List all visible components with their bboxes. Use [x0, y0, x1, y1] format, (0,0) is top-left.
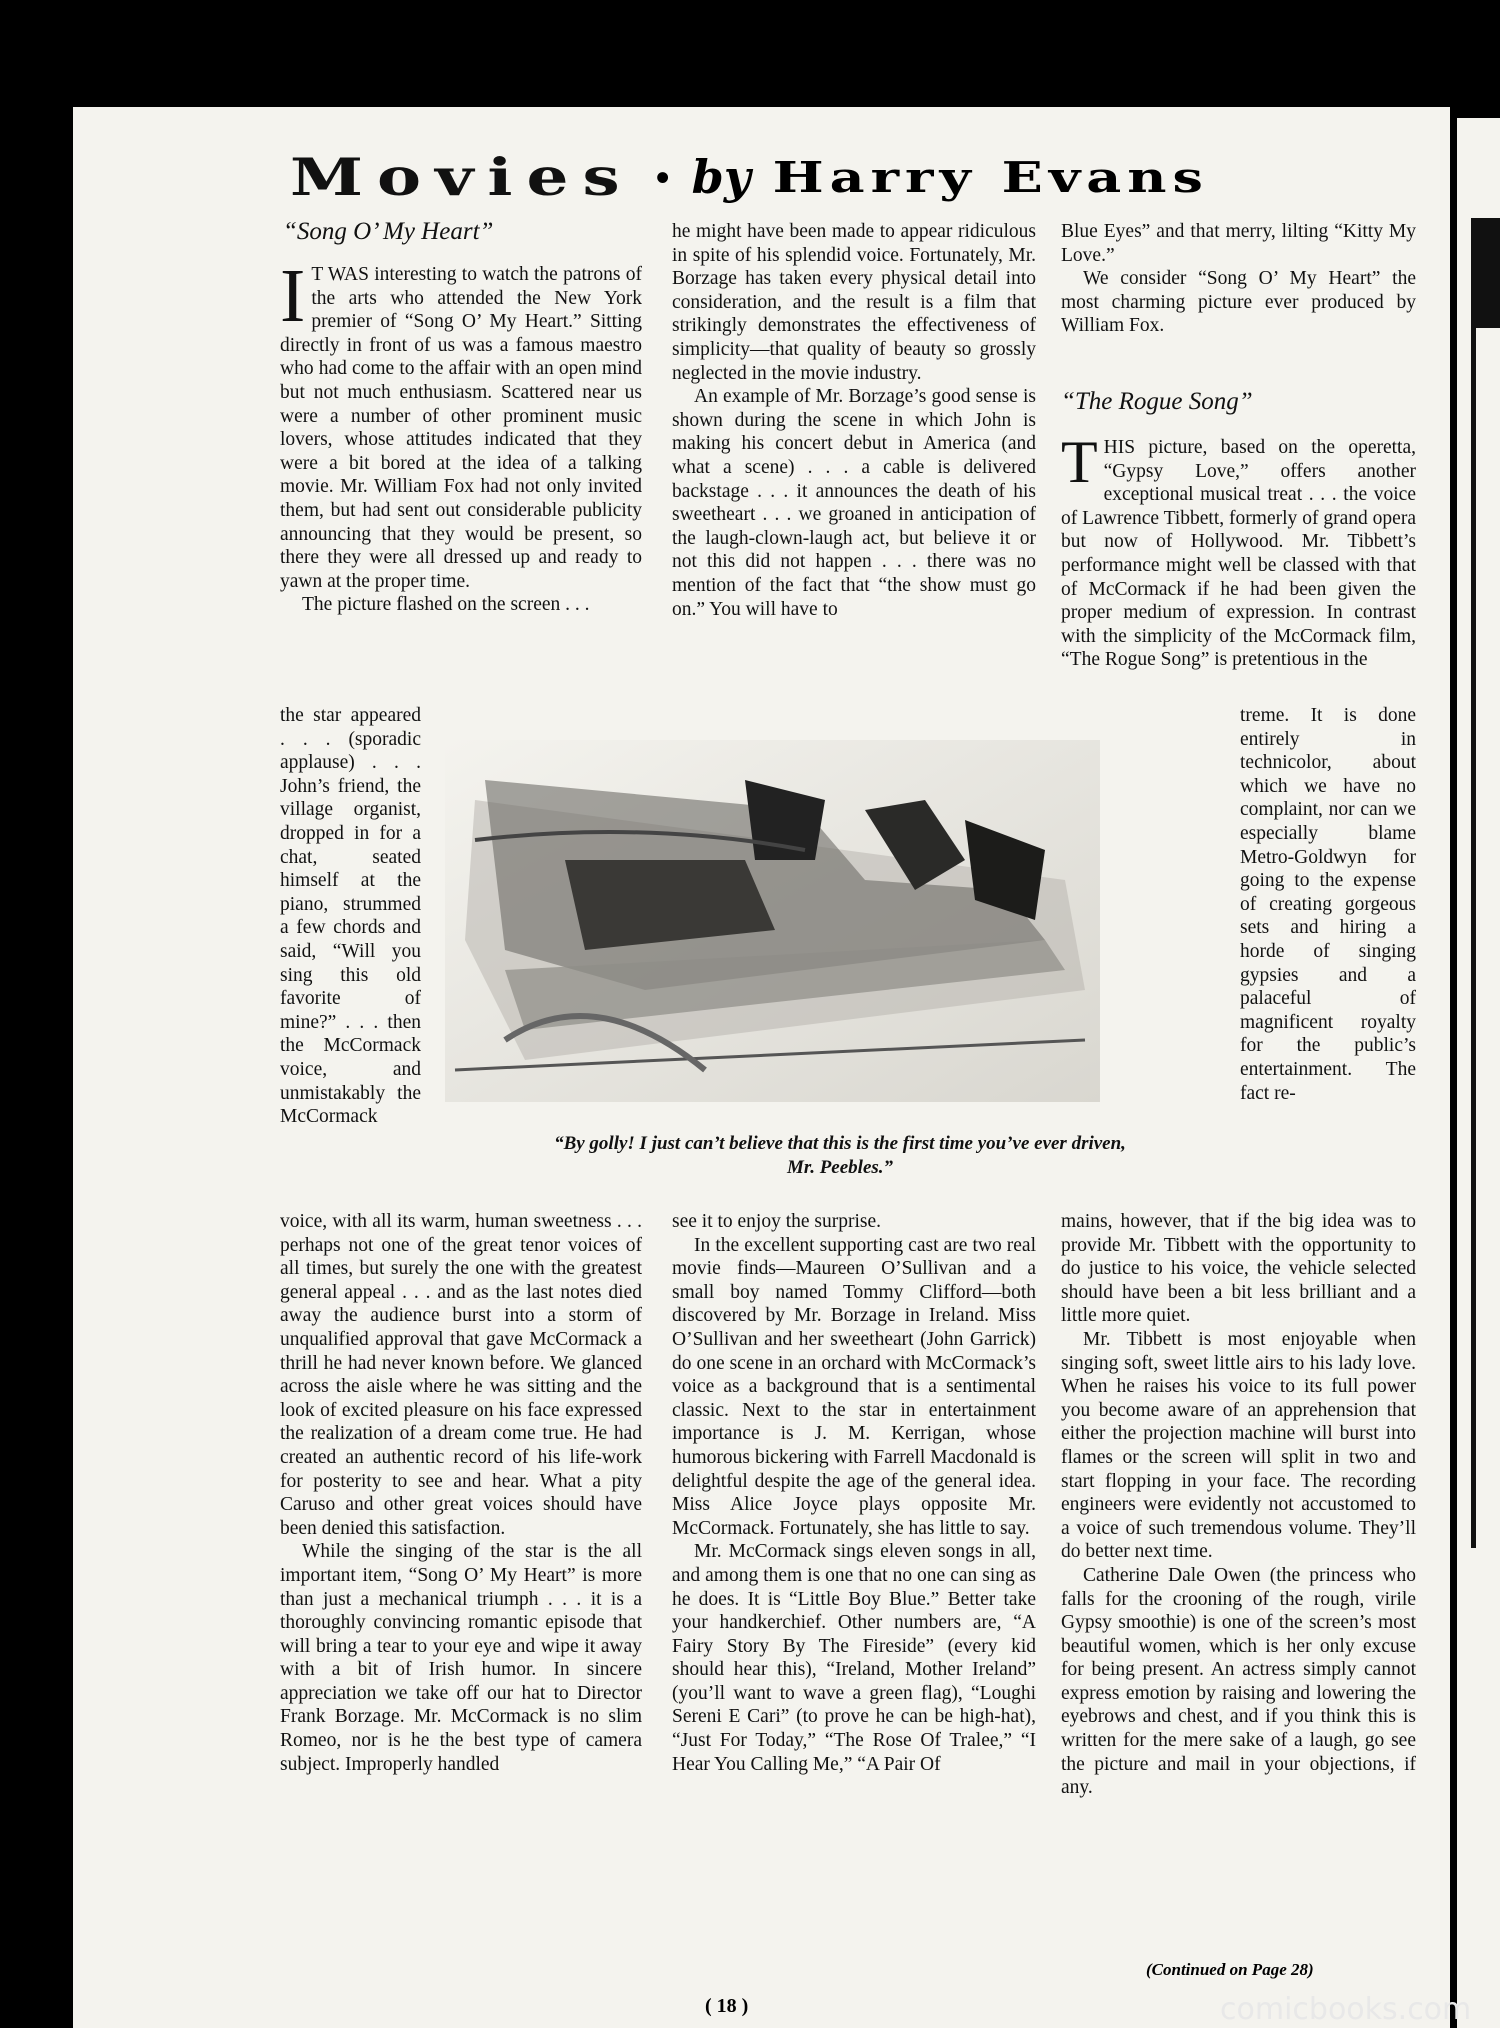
paragraph: Mr. Tibbett is most enjoyable when singing soft, sweet little airs to his lady love. When he raises his voice to its full power you become aware of an apprehension that either the projection machine will burst into flames or the screen will split in two and start flopping in your face. The recording engineers were evidently not accustomed to a voice of such tremendous volume. They’ll do better next time. — [1061, 1328, 1416, 1563]
column-1-wrap — [280, 704, 421, 1129]
illustration-caption: “By golly! I just can’t believe that this is the first time you’ve ever driven, Mr. Peebles.” — [554, 1133, 1126, 1178]
paragraph: Catherine Dale Owen (the princess who falls for the crooning of the rough, virile Gypsy smoothie) is one of the screen’s most beautiful women, which is her only excuse for being present. An actress simply cannot express emotion by raising and lowering the eyebrows and chest, and if you think this is written for the mere sake of a laugh, go see the picture and mail in your objections, if any. — [1061, 1564, 1416, 1799]
paragraph: The picture flashed on the screen . . . — [302, 594, 590, 616]
headline-movies: Movies — [290, 146, 634, 208]
column-2-bottom — [672, 1210, 1036, 1776]
paragraph: An example of Mr. Borzage’s good sense is shown during the scene in which John is making his concert debut in America (and what a scene) . . . a cable is delivered backstage . . . it announces the death of his sweetheart . . . we groaned in anticipation of the laugh-clown-laugh act, but believe it or not this did not happen . . . there was no mention of the fact that “the show must go on.” You will have to — [672, 386, 1036, 620]
illustration-car-sketch — [445, 740, 1100, 1102]
continued-note: (Continued on Page 28) — [1146, 1960, 1314, 1979]
paragraph: T WAS interesting to watch the patrons of the arts who attended the New York premier of “Song O’ My Heart.” Sitting directly in front of us was a famous maestro who had come to the affair with an open mind but not much enthusiasm. Scattered near us were a number of other prominent music lovers, whose attitudes indicated that they were a bit bored at the idea of a talking movie. Mr. William Fox had not only invited them, but had sent out considerable publicity announcing that they would be present, so there they were all dressed up and ready to yawn at the proper time. — [280, 264, 642, 592]
paragraph: the star appeared . . . (sporadic applause) . . . John’s friend, the village organist, dropped in for a chat, seated himself at the piano, strummed a few chords and said, “Will you sing this old favorite of mine?” . . . then the McCormack voice, and unmistakably the McCormack — [280, 705, 421, 1128]
paragraph: see it to enjoy the surprise. — [672, 1211, 882, 1232]
paragraph: voice, with all its warm, human sweetness . . . perhaps not one of the great tenor voices of all times, but surely the one with the greatest general appeal . . . and as the last notes died away the audience burst into a storm of unqualified approval that gave McCormack a thrill he had never known before. We glanced across the aisle where he was sitting and the look of excited pleasure on his face expressed the realization of a dream come true. He had created an authentic record of his life-work for posterity to see and hear. What a pity Caruso and other great voices should have been denied this satisfaction. — [280, 1211, 642, 1539]
headline — [290, 146, 1410, 208]
page-number: ( 18 ) — [705, 1995, 749, 2017]
dropcap-i: I — [280, 254, 306, 338]
column-3-middle — [1061, 429, 1416, 672]
paragraph: Mr. McCormack sings eleven songs in all, and among them is one that no one can sing as he does. It is “Little Boy Blue.” Better take your handkerchief. Other numbers are, “A Fairy Story By The Fireside” (every kid should hear this), “Ireland, Mother Ireland” (you’ll want to wave a green flag), “Loughi Sereni E Cari” (to prove he can be high-hat), “Just For Today,” “The Rose Of Tralee,” “I Hear You Calling Me,” “A Pair Of — [672, 1541, 1036, 1775]
paragraph: HIS picture, based on the operetta, “Gypsy Love,” offers another exceptional musical treat . . . the voice of Lawrence Tibbett, formerly of grand opera but now of Hollywood. Mr. Tibbett’s performance might well be classed with that of McCormack if he had been given the proper medium of expression. In contrast with the simplicity of the McCormack film, “The Rogue Song” is pretentious in the — [1061, 437, 1416, 671]
dropcap-t: T — [1061, 429, 1098, 495]
paragraph: While the singing of the star is the all important item, “Song O’ My Heart” is more than just a mechanical triumph . . . it is a thoroughly convincing romantic episode that will bring a tear to your eye and wipe it away with a bit of Irish humor. In sincere appreciation we take off our hat to Director Frank Borzage. Mr. McCormack is no slim Romeo, nor is he the best type of camera subject. Improperly handled — [280, 1541, 642, 1775]
paragraph: treme. It is done entirely in technicolor, about which we have no complaint, nor can we especially blame Metro-Goldwyn for going to the expense of creating gorgeous sets and hiring a horde of singing gypsies and a palaceful of magnificent royalty for the public’s entertainment. The fact re- — [1240, 705, 1416, 1104]
column-2-top — [672, 220, 1036, 621]
column-3-bottom — [1061, 1210, 1416, 1800]
paragraph: We consider “Song O’ My Heart” the most charming picture ever produced by William Fox. — [1061, 268, 1416, 337]
column-1-top — [280, 254, 642, 617]
watermark: comicbooks.com — [1220, 1992, 1472, 2027]
paragraph: mains, however, that if the big idea was to provide Mr. Tibbett with the opportunity to do justice to his voice, the vehicle selected should have been a bit less brilliant and a little more quiet. — [1061, 1211, 1416, 1327]
column-3-wrap — [1240, 704, 1416, 1105]
headline-by: by — [691, 150, 751, 204]
paragraph: he might have been made to appear ridiculous in spite of his splendid voice. Fortunately, Mr. Borzage has taken every physical detail into consideration, and the result is a film that strikingly demonstrates the effectiveness of simplicity—that quality of beauty so grossly neglected in the movie industry. — [672, 221, 1036, 384]
paragraph: Blue Eyes” and that merry, lilting “Kitty My Love.” — [1061, 221, 1416, 266]
column-1-bottom — [280, 1210, 642, 1776]
headline-bullet: • — [655, 154, 670, 200]
headline-author: Harry Evans — [772, 152, 1209, 202]
paragraph: In the excellent supporting cast are two real movie finds—Maureen O’Sullivan and a small boy named Tommy Clifford—both discovered by Mr. Borzage in Ireland. Miss O’Sullivan and her sweetheart (John Garrick) do one scene in an orchard with McCormack’s voice as a background that is a sentimental classic. Next to the star in entertainment importance is J. M. Kerrigan, whose humorous bickering with Farrell Macdonald is delightful despite the age of the general idea. Miss Alice Joyce plays opposite Mr. McCormack. Fortunately, she has little to say. — [672, 1234, 1036, 1539]
section-title-rogue: “The Rogue Song” — [1061, 388, 1253, 415]
next-page-edge — [1457, 118, 1500, 2028]
section-title-song: “Song O’ My Heart” — [283, 218, 494, 245]
column-3-top — [1061, 220, 1416, 338]
